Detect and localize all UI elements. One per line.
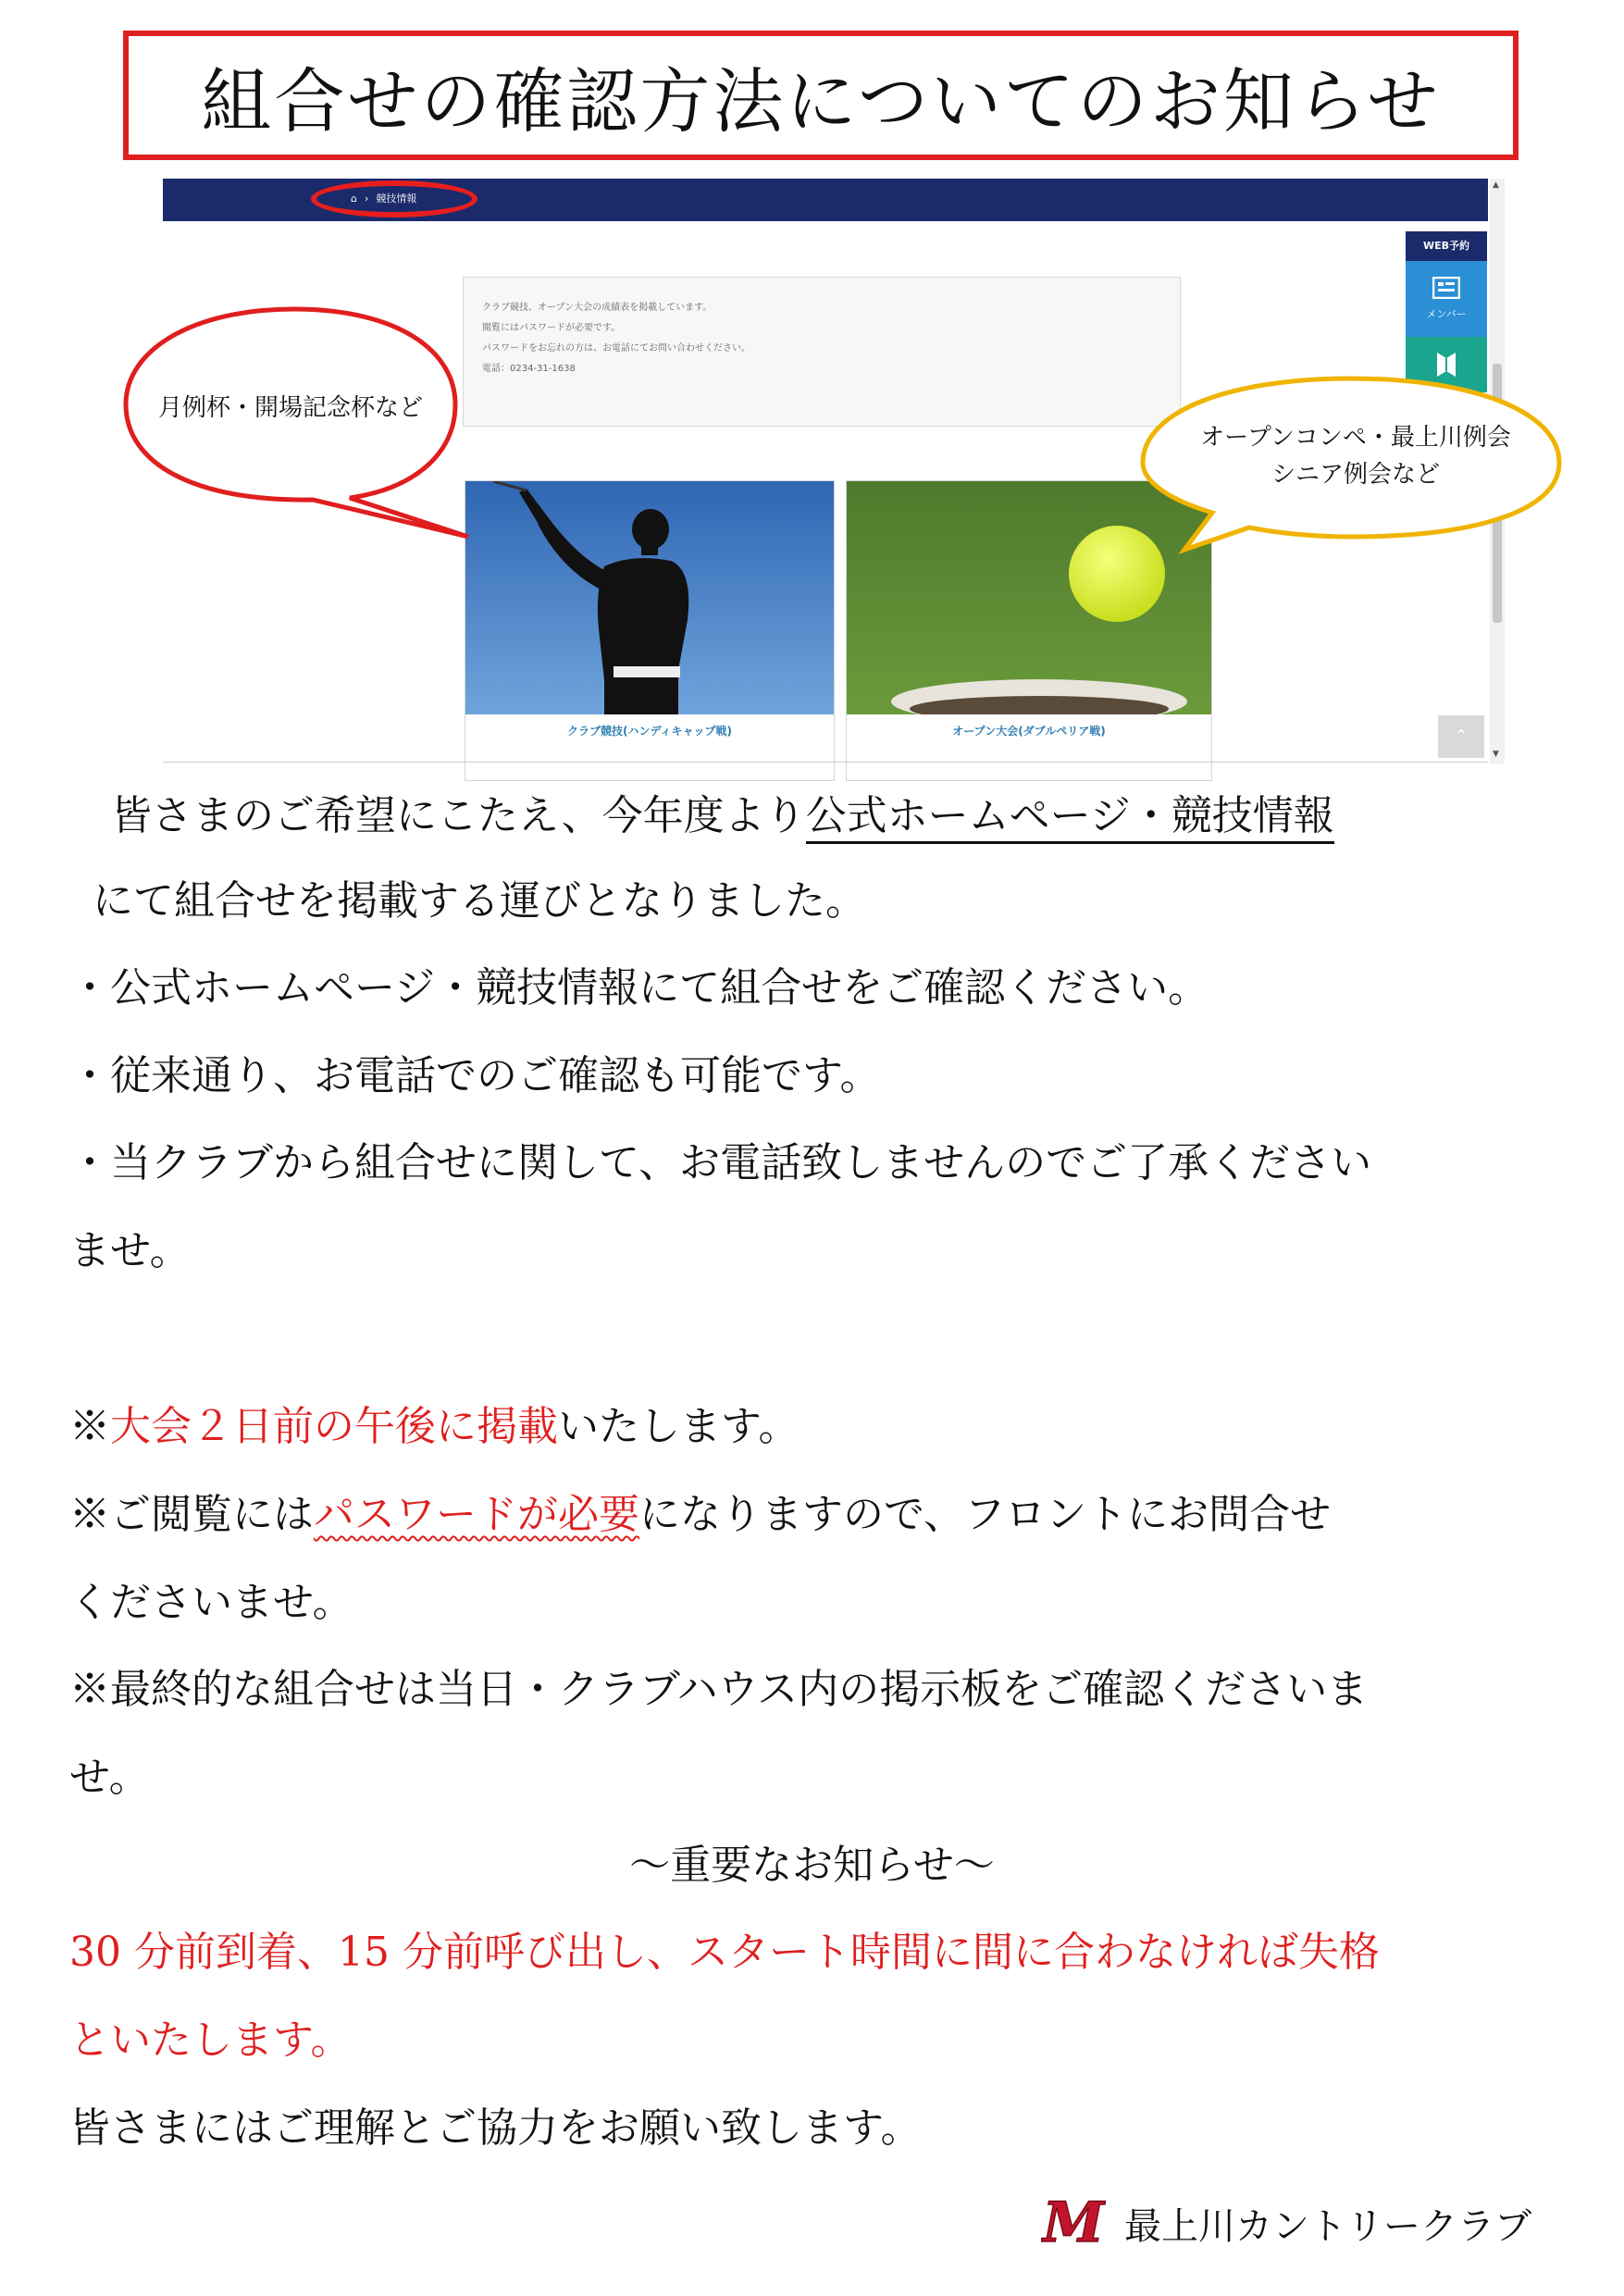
member-label: メンバー bbox=[1426, 308, 1467, 320]
note-text: になりますので、フロントにお問合せ bbox=[639, 1491, 1332, 1538]
golfer-photo bbox=[465, 481, 834, 714]
club-competition-label[interactable]: クラブ競技(ハンディキャップ戦) bbox=[566, 725, 732, 738]
left-speech-bubble bbox=[118, 305, 489, 555]
breadcrumb-separator: › bbox=[364, 192, 369, 205]
note-emphasis: 大会２日前の午後に掲載 bbox=[110, 1403, 558, 1450]
member-button[interactable] bbox=[1406, 261, 1487, 337]
closing-text: 皆さまにはご理解とご協力をお願い致します。 bbox=[69, 2104, 922, 2152]
scroll-up-arrow-icon[interactable]: ▲ bbox=[1493, 180, 1499, 190]
bullet-item-continued: ませ。 bbox=[69, 1227, 191, 1274]
official-site-link[interactable]: 公式ホームページ・競技情報 bbox=[806, 792, 1334, 844]
highlight-circle bbox=[311, 180, 477, 217]
logo-letter: M bbox=[1042, 2193, 1105, 2253]
club-logo bbox=[1041, 2193, 1106, 2253]
important-rule: 30 分前到着、15 分前呼び出し、スタート時間に間に合わなければ失格 bbox=[69, 1929, 1380, 1976]
back-to-top-button[interactable]: ⌃ bbox=[1438, 715, 1484, 758]
notice-line: クラブ競技、オープン大会の成績表を掲載しています。 bbox=[482, 303, 713, 313]
intro-line-1 bbox=[111, 788, 1334, 844]
web-reservation-widget bbox=[1406, 231, 1487, 392]
important-rule-continued: といたします。 bbox=[69, 2017, 352, 2064]
notice-line: パスワードをお忘れの方は、お電話にてお問い合わせください。 bbox=[482, 343, 750, 354]
club-name: 最上川カントリークラブ bbox=[1124, 2204, 1531, 2248]
notice-line: 閲覧にはパスワードが必要です。 bbox=[482, 323, 621, 333]
bullet-item: ・公式ホームページ・競技情報にて組合せをご確認ください。 bbox=[69, 964, 1209, 1011]
notice-phone: 電話：0234-31-1638 bbox=[482, 364, 576, 374]
important-heading: 〜重要なお知らせ〜 bbox=[629, 1842, 995, 1889]
note-password-continued: くださいませ。 bbox=[69, 1579, 353, 1626]
right-bubble-text bbox=[1147, 419, 1564, 493]
note-posting-time bbox=[69, 1399, 799, 1455]
note-final-pairing-continued: せ。 bbox=[69, 1754, 150, 1801]
note-text: いたします。 bbox=[558, 1403, 800, 1450]
bullet-item: ・従来通り、お電話でのご確認も可能です。 bbox=[69, 1052, 881, 1099]
note-text: ※ご閲覧には bbox=[69, 1491, 314, 1538]
note-emphasis: パスワードが必要 bbox=[314, 1491, 639, 1538]
intro-text: 皆さまのご希望にこたえ、今年度より bbox=[111, 792, 806, 839]
intro-line-2: にて組合せを掲載する運びとなりました。 bbox=[93, 877, 866, 925]
note-mark: ※ bbox=[69, 1403, 110, 1450]
footer bbox=[1041, 2193, 1531, 2253]
note-password bbox=[69, 1487, 1331, 1543]
notice-box bbox=[463, 277, 1181, 427]
right-bubble-line: オープンコンペ・最上川例会 bbox=[1200, 424, 1511, 452]
home-icon[interactable]: ⌂ bbox=[351, 192, 357, 205]
club-competition-card[interactable] bbox=[465, 480, 835, 781]
divider bbox=[163, 762, 1488, 763]
open-tournament-label[interactable]: オープン大会(ダブルペリア戦) bbox=[952, 725, 1106, 738]
note-final-pairing: ※最終的な組合せは当日・クラブハウス内の掲示板をご確認くださいま bbox=[69, 1666, 1369, 1713]
right-bubble-line: シニア例会など bbox=[1271, 461, 1440, 489]
left-bubble-text: 月例杯・開場記念杯など bbox=[157, 394, 423, 422]
web-reservation-header: WEB予約 bbox=[1406, 231, 1487, 261]
member-card-icon bbox=[1432, 277, 1460, 299]
breadcrumb-current: 競技情報 bbox=[376, 192, 417, 205]
page-title: 組合せの確認方法についてのお知らせ bbox=[123, 31, 1519, 160]
scroll-down-arrow-icon[interactable]: ▼ bbox=[1493, 750, 1499, 759]
bullet-item: ・当クラブから組合せに関して、お電話致しませんのでご了承ください bbox=[69, 1139, 1372, 1186]
